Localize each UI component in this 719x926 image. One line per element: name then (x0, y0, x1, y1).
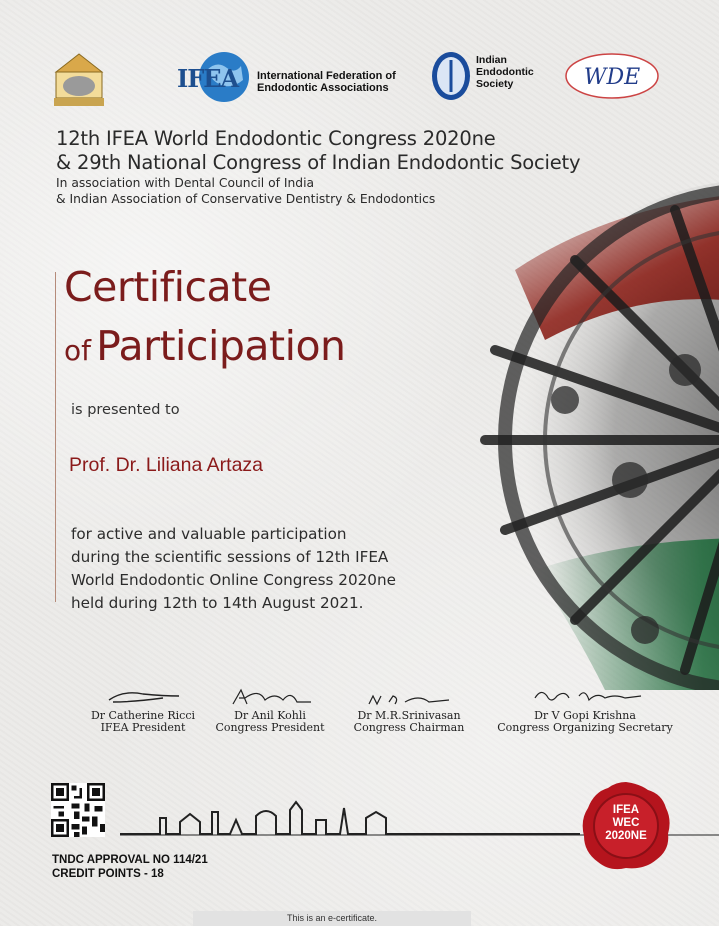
qr-code[interactable] (51, 783, 105, 837)
signatory-role: IFEA President (100, 721, 186, 734)
ifea-full-line1: International Federation of (257, 70, 396, 82)
association-line1: In association with Dental Council of India (56, 176, 315, 190)
presented-to-text: is presented to (71, 402, 180, 418)
signature-scribble (103, 684, 183, 710)
approval-info (52, 853, 208, 881)
signature-block (490, 684, 680, 734)
signatory-role: Congress Chairman (353, 721, 465, 734)
ashoka-wheel-decoration (455, 150, 719, 690)
left-rule (55, 272, 56, 602)
approval-number: TNDC APPROVAL NO 114/21 (52, 854, 208, 866)
congress-heading (56, 127, 580, 175)
signatures (0, 684, 719, 744)
body-line: for active and valuable participation (71, 525, 347, 543)
certificate-subtitle (64, 322, 346, 370)
signature-block (72, 684, 214, 734)
logo-row (0, 44, 719, 114)
signatory-role: Congress Organizing Secretary (497, 721, 673, 734)
heading-line1: 12th IFEA World Endodontic Congress 2020ne (56, 127, 496, 150)
recipient-name: Prof. Dr. Liliana Artaza (69, 454, 264, 476)
signatory-name: Dr V Gopi Krishna (534, 709, 636, 722)
seal-line3: 2020NE (605, 830, 647, 842)
signature-scribble (359, 684, 459, 710)
signature-scribble (525, 684, 645, 710)
ies-logo (430, 50, 550, 106)
body-line: World Endodontic Online Congress 2020ne (71, 571, 396, 589)
signatory-name: Dr M.R.Srinivasan (357, 709, 461, 722)
body-line: during the scientific sessions of 12th IFEA (71, 548, 389, 566)
ies-line3: Society (476, 78, 514, 90)
certificate-body (71, 523, 396, 615)
seal-line1: IFEA (612, 804, 640, 816)
credit-points: CREDIT POINTS - 18 (52, 868, 164, 880)
ifea-logo (175, 50, 405, 105)
dental-council-logo (50, 50, 108, 108)
ifea-full-line2: Endodontic Associations (257, 82, 389, 94)
certificate-title: Certificate (64, 263, 272, 311)
ifea-full-name (257, 70, 396, 94)
svg-text:WDE: WDE (583, 65, 641, 90)
wde-congress-logo (564, 52, 660, 100)
footer-bar (193, 911, 471, 926)
signatory-name: Dr Catherine Ricci (90, 709, 196, 722)
signatory-name: Dr Anil Kohli (234, 709, 306, 722)
signatory-role: Congress President (215, 721, 325, 734)
ifea-abbr: IFEA (177, 64, 239, 93)
seal-text (580, 804, 672, 843)
association-heading (56, 175, 435, 207)
heading-line2: & 29th National Congress of Indian Endodontic Society (56, 151, 581, 174)
ies-line1: Indian (476, 54, 507, 66)
ies-name (476, 54, 534, 90)
seal-line2: WEC (612, 817, 640, 829)
body-line: held during 12th to 14th August 2021. (71, 594, 364, 612)
signature-scribble (225, 684, 315, 710)
association-line2: & Indian Association of Conservative Dentistry & Endodontics (56, 192, 436, 206)
signature-block (345, 684, 473, 734)
footer-note: This is an e-certificate. (286, 913, 378, 923)
title-of: of (64, 334, 91, 367)
signature-block (210, 684, 330, 734)
title-participation: Participation (96, 322, 346, 370)
ies-line2: Endodontic (476, 66, 534, 78)
